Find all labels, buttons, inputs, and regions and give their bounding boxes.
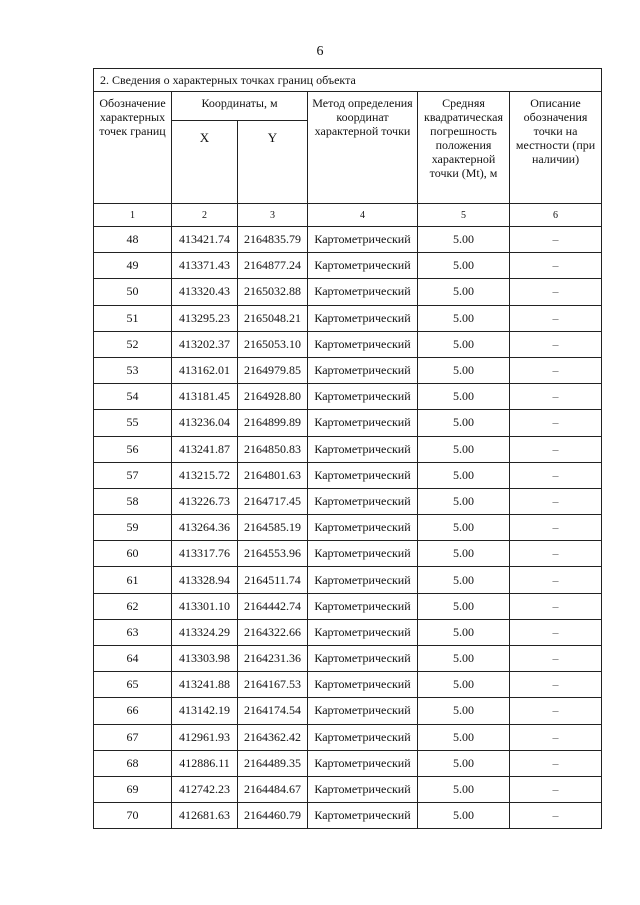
description-cell: – bbox=[510, 672, 602, 698]
column-number: 2 bbox=[172, 204, 238, 227]
x-coordinate-cell: 413162.01 bbox=[172, 357, 238, 383]
accuracy-cell: 5.00 bbox=[418, 619, 510, 645]
header-point-designation: Обозначение характерных точек границ bbox=[94, 92, 172, 204]
point-id-cell: 48 bbox=[94, 227, 172, 253]
table-row bbox=[94, 776, 602, 802]
method-cell: Картометрический bbox=[308, 305, 418, 331]
table-body bbox=[94, 227, 602, 829]
x-coordinate-cell: 413241.87 bbox=[172, 436, 238, 462]
y-coordinate-cell: 2164801.63 bbox=[238, 462, 308, 488]
method-cell: Картометрический bbox=[308, 357, 418, 383]
description-cell: – bbox=[510, 619, 602, 645]
accuracy-cell: 5.00 bbox=[418, 305, 510, 331]
y-coordinate-cell: 2164442.74 bbox=[238, 593, 308, 619]
x-coordinate-cell: 413236.04 bbox=[172, 410, 238, 436]
method-cell: Картометрический bbox=[308, 803, 418, 829]
method-cell: Картометрический bbox=[308, 410, 418, 436]
point-id-cell: 61 bbox=[94, 567, 172, 593]
accuracy-cell: 5.00 bbox=[418, 593, 510, 619]
x-coordinate-cell: 413320.43 bbox=[172, 279, 238, 305]
method-cell: Картометрический bbox=[308, 279, 418, 305]
description-cell: – bbox=[510, 724, 602, 750]
table-row bbox=[94, 803, 602, 829]
y-coordinate-cell: 2164484.67 bbox=[238, 776, 308, 802]
table-row bbox=[94, 436, 602, 462]
method-cell: Картометрический bbox=[308, 750, 418, 776]
method-cell: Картометрический bbox=[308, 227, 418, 253]
description-cell: – bbox=[510, 803, 602, 829]
point-id-cell: 58 bbox=[94, 488, 172, 514]
header-method: Метод определения координат характерной точки bbox=[308, 92, 418, 204]
page-number: 6 bbox=[316, 44, 324, 59]
table-row bbox=[94, 593, 602, 619]
description-cell: – bbox=[510, 357, 602, 383]
column-number: 3 bbox=[238, 204, 308, 227]
method-cell: Картометрический bbox=[308, 253, 418, 279]
table-row bbox=[94, 279, 602, 305]
y-coordinate-cell: 2164174.54 bbox=[238, 698, 308, 724]
table-row bbox=[94, 462, 602, 488]
table-row bbox=[94, 619, 602, 645]
header-description: Описание обозначения точки на местности (при наличии) bbox=[510, 92, 602, 204]
y-coordinate-cell: 2164511.74 bbox=[238, 567, 308, 593]
point-id-cell: 66 bbox=[94, 698, 172, 724]
section-title: 2. Сведения о характерных точках границ объекта bbox=[94, 69, 602, 92]
table-row bbox=[94, 672, 602, 698]
column-number: 5 bbox=[418, 204, 510, 227]
y-coordinate-cell: 2164553.96 bbox=[238, 541, 308, 567]
description-cell: – bbox=[510, 331, 602, 357]
y-coordinate-cell: 2164717.45 bbox=[238, 488, 308, 514]
point-id-cell: 52 bbox=[94, 331, 172, 357]
method-cell: Картометрический bbox=[308, 515, 418, 541]
boundary-points-table bbox=[93, 68, 602, 829]
accuracy-cell: 5.00 bbox=[418, 436, 510, 462]
accuracy-cell: 5.00 bbox=[418, 698, 510, 724]
accuracy-cell: 5.00 bbox=[418, 357, 510, 383]
x-coordinate-cell: 413328.94 bbox=[172, 567, 238, 593]
accuracy-cell: 5.00 bbox=[418, 515, 510, 541]
method-cell: Картометрический bbox=[308, 567, 418, 593]
method-cell: Картометрический bbox=[308, 698, 418, 724]
y-coordinate-cell: 2164899.89 bbox=[238, 410, 308, 436]
accuracy-cell: 5.00 bbox=[418, 541, 510, 567]
x-coordinate-cell: 413142.19 bbox=[172, 698, 238, 724]
method-cell: Картометрический bbox=[308, 646, 418, 672]
header-accuracy: Средняя квадратическая погрешность положения характерной точки (Mt), м bbox=[418, 92, 510, 204]
accuracy-cell: 5.00 bbox=[418, 253, 510, 279]
y-coordinate-cell: 2164322.66 bbox=[238, 619, 308, 645]
accuracy-cell: 5.00 bbox=[418, 724, 510, 750]
y-coordinate-cell: 2164979.85 bbox=[238, 357, 308, 383]
description-cell: – bbox=[510, 750, 602, 776]
accuracy-cell: 5.00 bbox=[418, 279, 510, 305]
point-id-cell: 63 bbox=[94, 619, 172, 645]
accuracy-cell: 5.00 bbox=[418, 331, 510, 357]
method-cell: Картометрический bbox=[308, 488, 418, 514]
description-cell: – bbox=[510, 384, 602, 410]
accuracy-cell: 5.00 bbox=[418, 567, 510, 593]
method-cell: Картометрический bbox=[308, 724, 418, 750]
point-id-cell: 59 bbox=[94, 515, 172, 541]
y-coordinate-cell: 2165053.10 bbox=[238, 331, 308, 357]
accuracy-cell: 5.00 bbox=[418, 384, 510, 410]
x-coordinate-cell: 412886.11 bbox=[172, 750, 238, 776]
point-id-cell: 50 bbox=[94, 279, 172, 305]
column-number: 6 bbox=[510, 204, 602, 227]
accuracy-cell: 5.00 bbox=[418, 227, 510, 253]
method-cell: Картометрический bbox=[308, 541, 418, 567]
accuracy-cell: 5.00 bbox=[418, 462, 510, 488]
description-cell: – bbox=[510, 227, 602, 253]
method-cell: Картометрический bbox=[308, 384, 418, 410]
x-coordinate-cell: 412961.93 bbox=[172, 724, 238, 750]
method-cell: Картометрический bbox=[308, 776, 418, 802]
x-coordinate-cell: 412681.63 bbox=[172, 803, 238, 829]
point-id-cell: 67 bbox=[94, 724, 172, 750]
description-cell: – bbox=[510, 488, 602, 514]
table-row bbox=[94, 515, 602, 541]
y-coordinate-cell: 2164460.79 bbox=[238, 803, 308, 829]
point-id-cell: 68 bbox=[94, 750, 172, 776]
y-coordinate-cell: 2164928.80 bbox=[238, 384, 308, 410]
y-coordinate-cell: 2164167.53 bbox=[238, 672, 308, 698]
y-coordinate-cell: 2164877.24 bbox=[238, 253, 308, 279]
description-cell: – bbox=[510, 776, 602, 802]
x-coordinate-cell: 413215.72 bbox=[172, 462, 238, 488]
x-coordinate-cell: 413371.43 bbox=[172, 253, 238, 279]
column-numbers-row bbox=[94, 204, 602, 227]
x-coordinate-cell: 413317.76 bbox=[172, 541, 238, 567]
table-row bbox=[94, 410, 602, 436]
table-row bbox=[94, 750, 602, 776]
point-id-cell: 54 bbox=[94, 384, 172, 410]
point-id-cell: 69 bbox=[94, 776, 172, 802]
x-coordinate-cell: 412742.23 bbox=[172, 776, 238, 802]
point-id-cell: 56 bbox=[94, 436, 172, 462]
description-cell: – bbox=[510, 410, 602, 436]
x-coordinate-cell: 413241.88 bbox=[172, 672, 238, 698]
point-id-cell: 51 bbox=[94, 305, 172, 331]
point-id-cell: 57 bbox=[94, 462, 172, 488]
header-y: Y bbox=[238, 121, 308, 204]
point-id-cell: 64 bbox=[94, 646, 172, 672]
table-row bbox=[94, 227, 602, 253]
y-coordinate-cell: 2164489.35 bbox=[238, 750, 308, 776]
description-cell: – bbox=[510, 646, 602, 672]
y-coordinate-cell: 2165048.21 bbox=[238, 305, 308, 331]
x-coordinate-cell: 413226.73 bbox=[172, 488, 238, 514]
x-coordinate-cell: 413202.37 bbox=[172, 331, 238, 357]
y-coordinate-cell: 2164585.19 bbox=[238, 515, 308, 541]
header-coordinates: Координаты, м bbox=[172, 92, 308, 121]
description-cell: – bbox=[510, 567, 602, 593]
accuracy-cell: 5.00 bbox=[418, 750, 510, 776]
point-id-cell: 53 bbox=[94, 357, 172, 383]
point-id-cell: 49 bbox=[94, 253, 172, 279]
table-row bbox=[94, 305, 602, 331]
method-cell: Картометрический bbox=[308, 462, 418, 488]
description-cell: – bbox=[510, 305, 602, 331]
x-coordinate-cell: 413264.36 bbox=[172, 515, 238, 541]
accuracy-cell: 5.00 bbox=[418, 410, 510, 436]
header-x: X bbox=[172, 121, 238, 204]
point-id-cell: 60 bbox=[94, 541, 172, 567]
table-row bbox=[94, 646, 602, 672]
description-cell: – bbox=[510, 593, 602, 619]
x-coordinate-cell: 413295.23 bbox=[172, 305, 238, 331]
point-id-cell: 65 bbox=[94, 672, 172, 698]
description-cell: – bbox=[510, 541, 602, 567]
description-cell: – bbox=[510, 253, 602, 279]
accuracy-cell: 5.00 bbox=[418, 646, 510, 672]
table-row bbox=[94, 724, 602, 750]
table-row bbox=[94, 698, 602, 724]
accuracy-cell: 5.00 bbox=[418, 672, 510, 698]
x-coordinate-cell: 413421.74 bbox=[172, 227, 238, 253]
x-coordinate-cell: 413181.45 bbox=[172, 384, 238, 410]
x-coordinate-cell: 413303.98 bbox=[172, 646, 238, 672]
table-row bbox=[94, 488, 602, 514]
method-cell: Картометрический bbox=[308, 619, 418, 645]
y-coordinate-cell: 2164835.79 bbox=[238, 227, 308, 253]
description-cell: – bbox=[510, 462, 602, 488]
column-number: 4 bbox=[308, 204, 418, 227]
point-id-cell: 62 bbox=[94, 593, 172, 619]
table-row bbox=[94, 384, 602, 410]
table-row bbox=[94, 541, 602, 567]
accuracy-cell: 5.00 bbox=[418, 488, 510, 514]
description-cell: – bbox=[510, 436, 602, 462]
description-cell: – bbox=[510, 279, 602, 305]
point-id-cell: 70 bbox=[94, 803, 172, 829]
table-row bbox=[94, 331, 602, 357]
method-cell: Картометрический bbox=[308, 436, 418, 462]
y-coordinate-cell: 2164850.83 bbox=[238, 436, 308, 462]
table-row bbox=[94, 253, 602, 279]
point-id-cell: 55 bbox=[94, 410, 172, 436]
method-cell: Картометрический bbox=[308, 593, 418, 619]
description-cell: – bbox=[510, 698, 602, 724]
x-coordinate-cell: 413301.10 bbox=[172, 593, 238, 619]
accuracy-cell: 5.00 bbox=[418, 803, 510, 829]
y-coordinate-cell: 2164231.36 bbox=[238, 646, 308, 672]
method-cell: Картометрический bbox=[308, 331, 418, 357]
accuracy-cell: 5.00 bbox=[418, 776, 510, 802]
y-coordinate-cell: 2164362.42 bbox=[238, 724, 308, 750]
column-number: 1 bbox=[94, 204, 172, 227]
x-coordinate-cell: 413324.29 bbox=[172, 619, 238, 645]
table-row bbox=[94, 357, 602, 383]
description-cell: – bbox=[510, 515, 602, 541]
y-coordinate-cell: 2165032.88 bbox=[238, 279, 308, 305]
table-row bbox=[94, 567, 602, 593]
method-cell: Картометрический bbox=[308, 672, 418, 698]
